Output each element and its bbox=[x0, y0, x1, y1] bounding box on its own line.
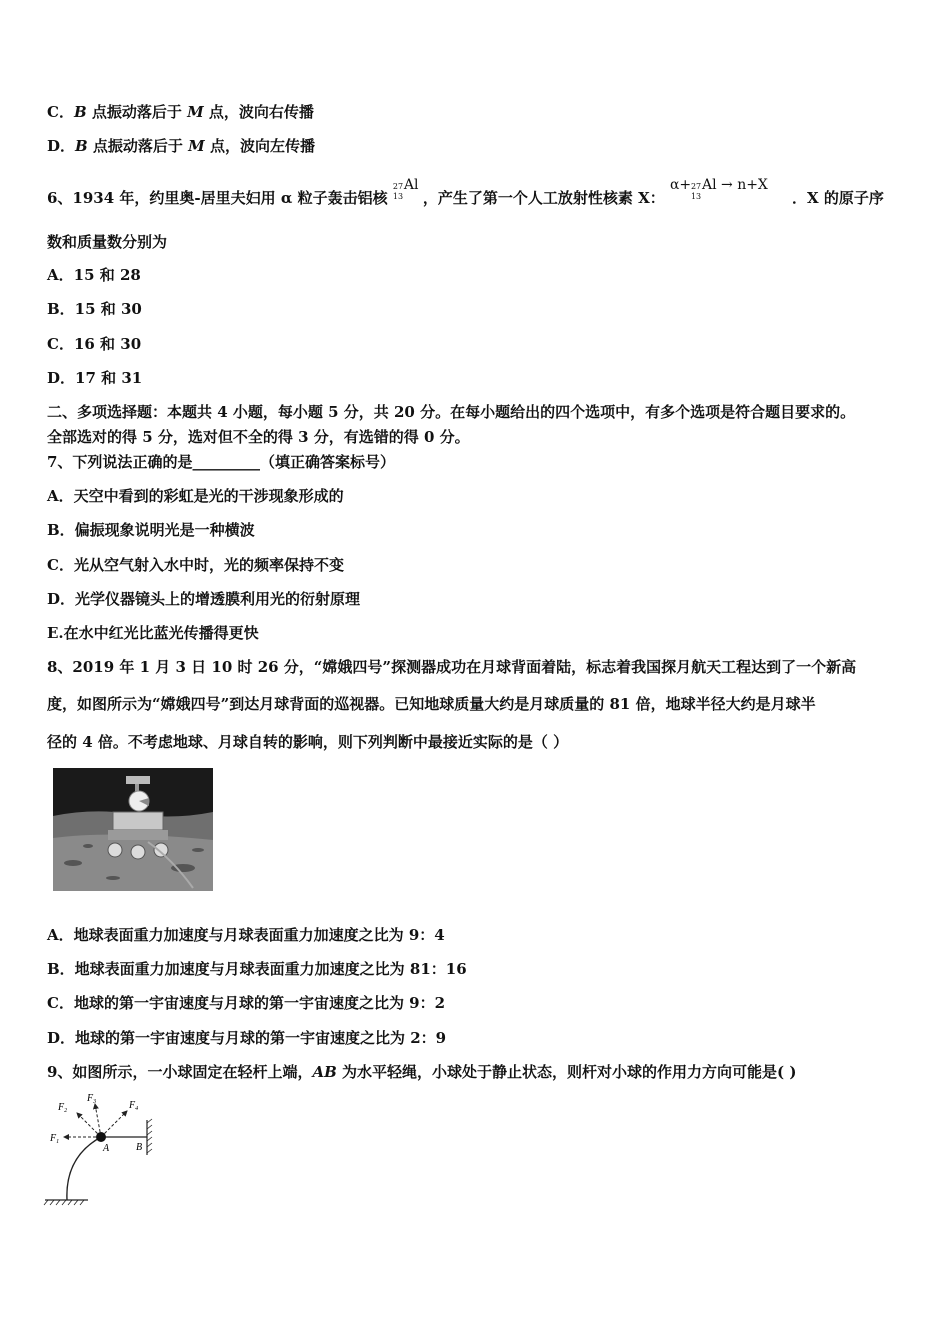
label-f4: $F_4$ bbox=[129, 1100, 139, 1112]
q7-option-e: E.在水中红光比蓝光传播得更快 bbox=[47, 624, 259, 642]
q7-option-a: A．天空中看到的彩虹是光的干涉现象形成的 bbox=[47, 487, 344, 505]
q9-force-diagram bbox=[40, 1092, 170, 1212]
force-f4-arrow bbox=[101, 1111, 127, 1137]
q8-option-b: B．地球表面重力加速度与月球表面重力加速度之比为 81：16 bbox=[47, 960, 467, 978]
aluminum-nuclide: 27 13 Al bbox=[392, 177, 419, 201]
curved-rod bbox=[67, 1137, 101, 1200]
q9-stem: 9、如图所示，一小球固定在轻杆上端，AB 为水平轻绳，小球处于静止状态，则杆对小球的作用力方向可能是( ) bbox=[47, 1063, 797, 1081]
section2-header-line1: 二、多项选择题：本题共 4 小题，每小题 5 分，共 20 分。在每小题给出的四个选项中，有多个选项是符合题目要求的。 bbox=[47, 403, 856, 421]
section2-header-line2: 全部选对的得 5 分，选对但不全的得 3 分，有选错的得 0 分。 bbox=[47, 428, 470, 446]
ball bbox=[96, 1132, 106, 1142]
ground-hatching bbox=[44, 1200, 84, 1205]
q6-option-a: A．15 和 28 bbox=[47, 266, 141, 284]
label-f2: $F_2$ bbox=[58, 1102, 68, 1114]
q8-option-d: D．地球的第一宇宙速度与月球的第一宇宙速度之比为 2：9 bbox=[47, 1029, 447, 1047]
wall-hatching bbox=[147, 1119, 152, 1153]
label-a: A bbox=[103, 1143, 110, 1154]
q6-option-b: B．15 和 30 bbox=[47, 300, 142, 318]
q7-option-c: C．光从空气射入水中时，光的频率保持不变 bbox=[47, 556, 344, 574]
q8-stem-line2: 度，如图所示为“嫦娥四号”到达月球背面的巡视器。已知地球质量大约是月球质量的 81 倍，地球半径大约是月球半 bbox=[47, 695, 816, 713]
q8-option-c: C．地球的第一宇宙速度与月球的第一宇宙速度之比为 9：2 bbox=[47, 994, 446, 1012]
q8-option-a: A．地球表面重力加速度与月球表面重力加速度之比为 9：4 bbox=[47, 926, 445, 944]
q8-stem-line1: 8、2019 年 1 月 3 日 10 时 26 分，“嫦娥四号”探测器成功在月球背面着陆，标志着我国探月航天工程达到了一个新高 bbox=[47, 658, 857, 676]
q6-option-c: C．16 和 30 bbox=[47, 335, 142, 353]
q6-option-d: D．17 和 31 bbox=[47, 369, 143, 387]
label-b: B bbox=[136, 1142, 143, 1153]
label-f1: $F_1$ bbox=[50, 1133, 60, 1145]
q5-option-d: D．B 点振动落后于 M 点，波向左传播 bbox=[47, 137, 315, 155]
nuclear-equation: α+ 27 13 Al → n+X bbox=[669, 177, 768, 201]
q7-option-d: D．光学仪器镜头上的增透膜利用光的衍射原理 bbox=[47, 590, 361, 608]
lunar-rover-photo bbox=[53, 768, 213, 891]
q7-option-b: B．偏振现象说明光是一种横波 bbox=[47, 521, 255, 539]
q5-option-c: C．B 点振动落后于 M 点，波向右传播 bbox=[47, 103, 314, 121]
q7-stem: 7、下列说法正确的是_________（填正确答案标号） bbox=[47, 453, 395, 471]
q8-stem-line3: 径的 4 倍。不考虑地球、月球自转的影响，则下列判断中最接近实际的是（ ） bbox=[47, 733, 569, 751]
label-f3: $F_3$ bbox=[87, 1093, 97, 1105]
q6-stem-line1: 6、1934 年，约里奥-居里夫妇用 α 粒子轰击铝核 27 13 Al ，产生了第一个人工放射性核素 X： α+ 27 13 Al → n+X ．X 的原子序 bbox=[47, 177, 884, 207]
q6-stem-line2: 数和质量数分别为 bbox=[47, 233, 168, 251]
